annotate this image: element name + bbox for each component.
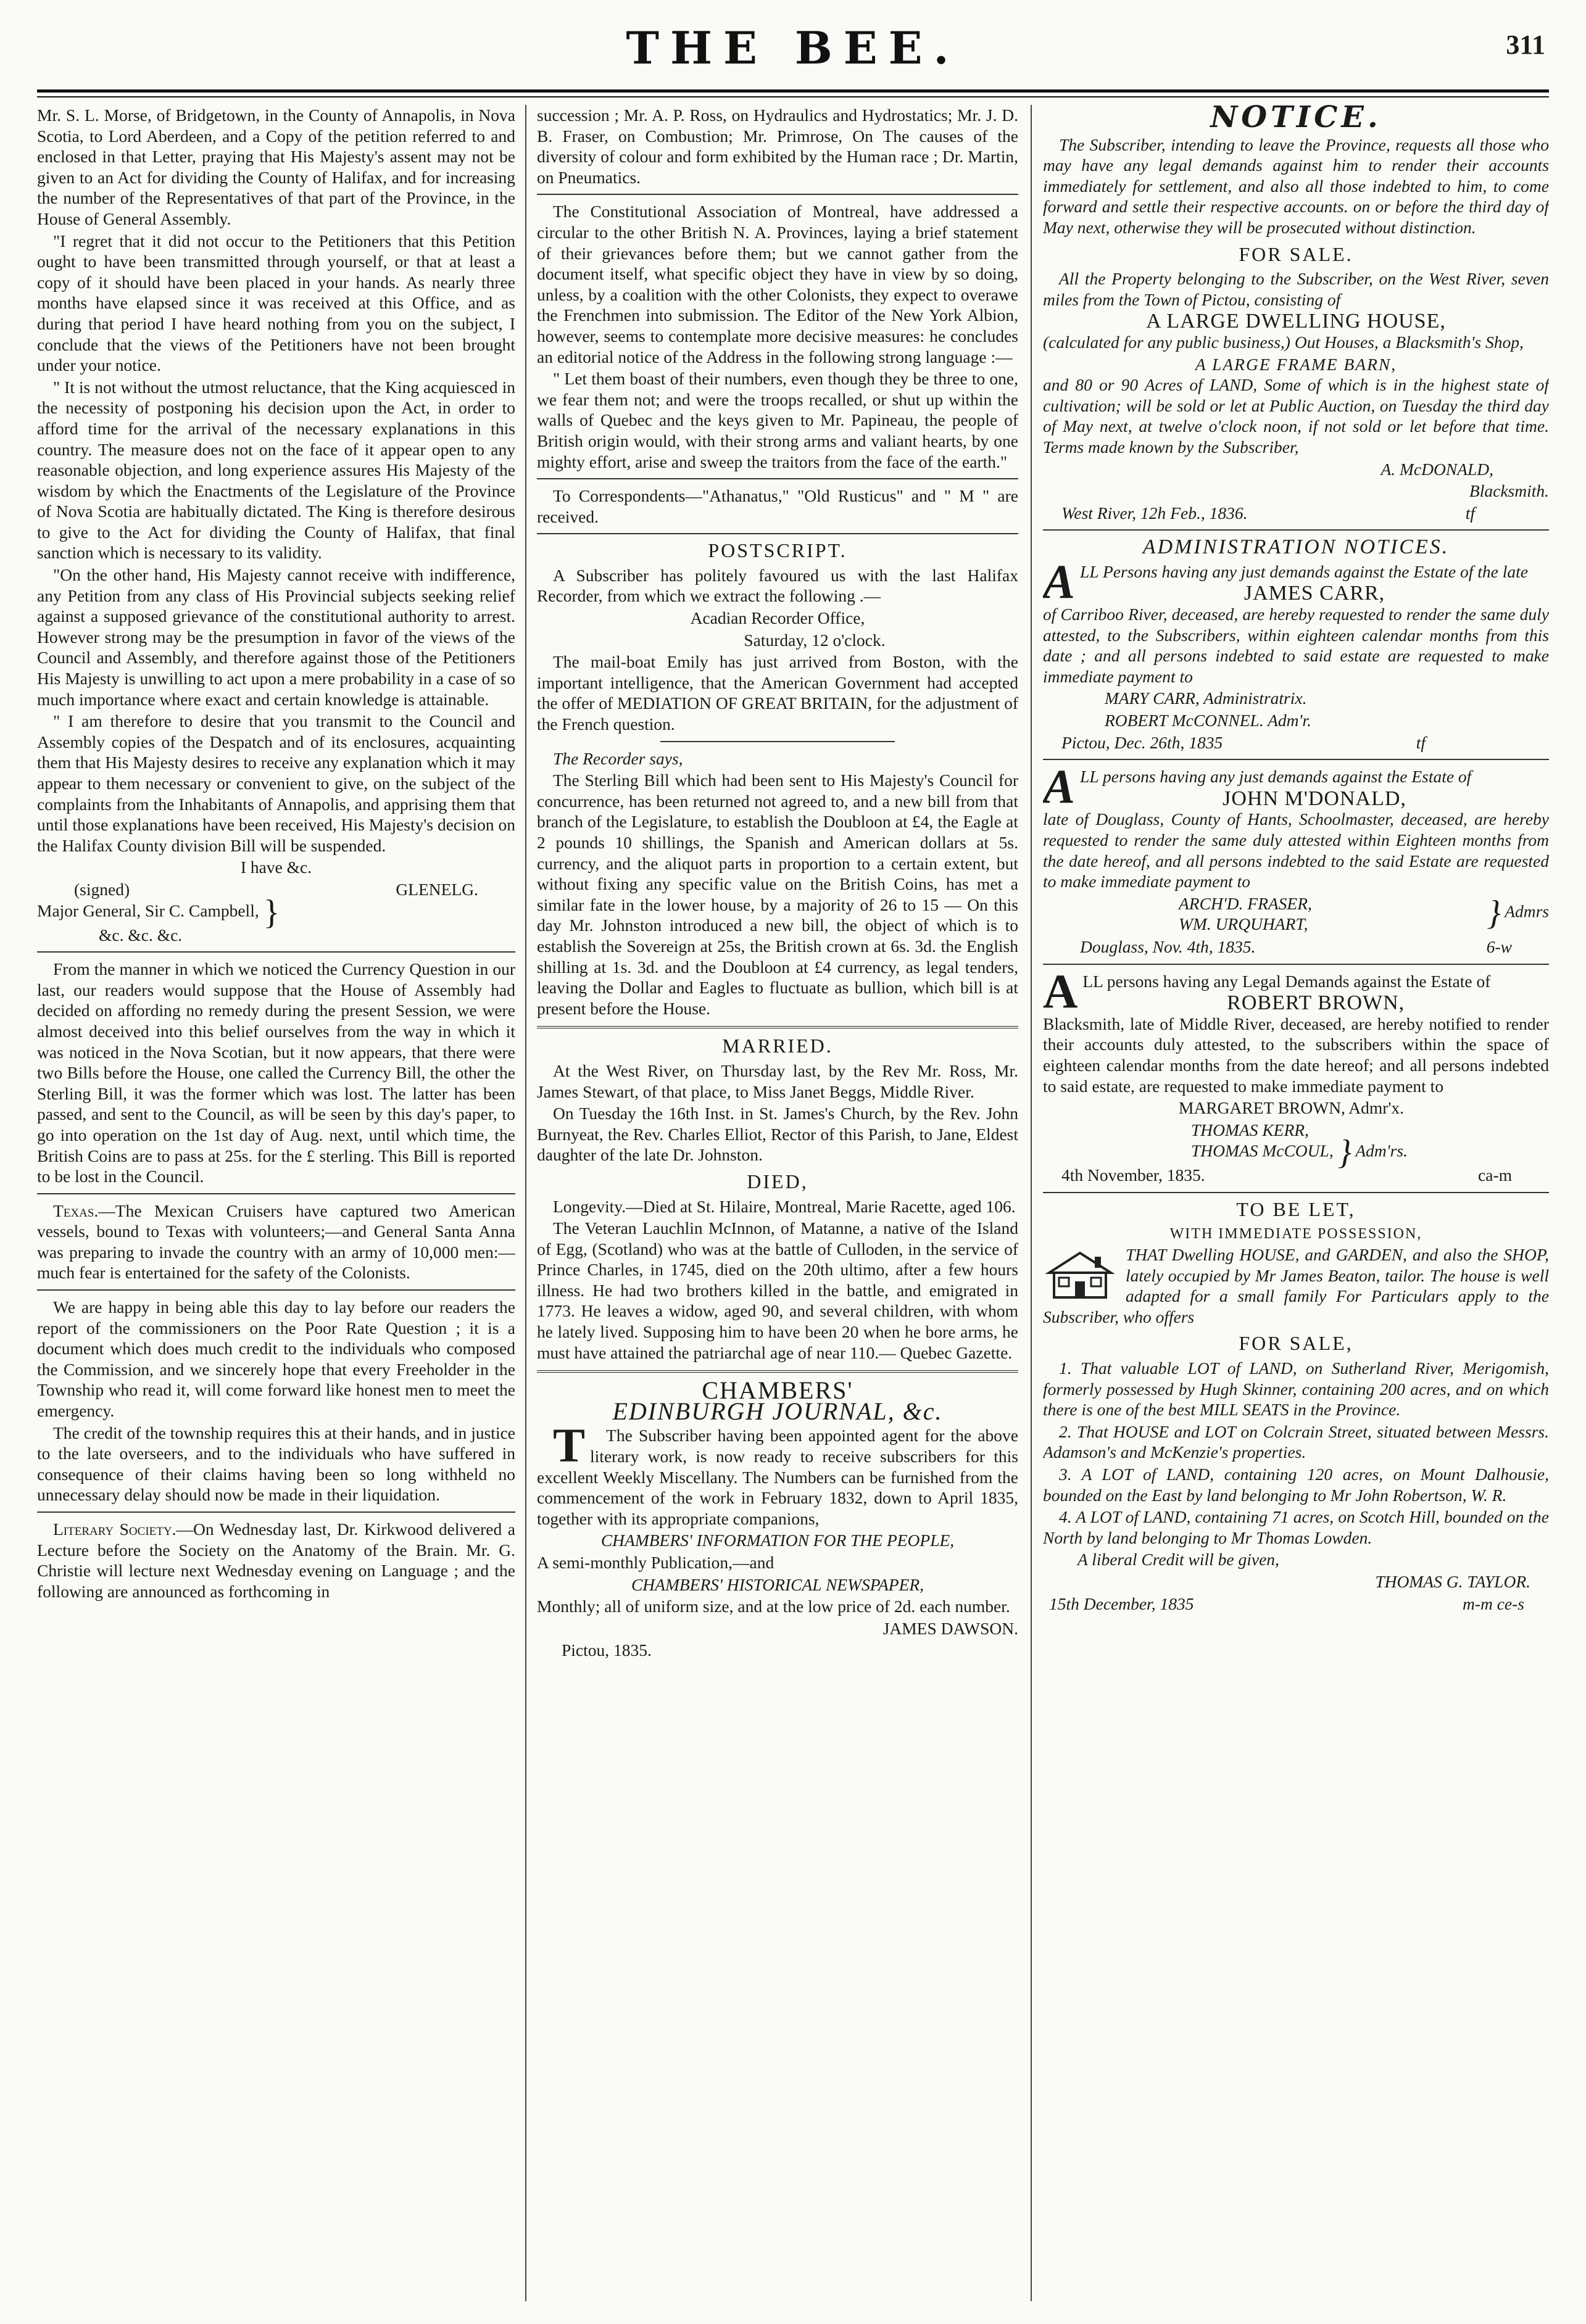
literary-text: —On Wednesday last, Dr. Kirkwood delivered a Lecture before the Society on the Anatomy of the Brain. Mr. G. Christie will lecture next Wednesday evening on Language ; and the following are announced as forthcoming in [37, 1520, 515, 1601]
addressee [37, 893, 515, 932]
literary-lead: Literary Society. [53, 1520, 176, 1539]
carr-date: Pictou, Dec. 26th, 1835 [1061, 732, 1223, 752]
column-divider-1 [525, 105, 526, 2301]
brown-admin-2 [1191, 1133, 1549, 1172]
section-separator [1043, 964, 1549, 965]
insertion-code: m-m ce-s [1462, 1594, 1524, 1613]
brace-glyph: } [1487, 893, 1501, 932]
chambers-heading: CHAMBERS' [702, 1376, 853, 1405]
masthead [37, 22, 1549, 83]
lot-1: 1. That valuable LOT of LAND, on Sutherland River, Merigomish, formerly possessed by Hugh Skinner, containing 200 acres, and on which there is one of the best MILL SEATS in the Province. [1043, 1358, 1549, 1420]
section-separator [660, 741, 895, 742]
married-heading: MARRIED. [722, 1035, 833, 1057]
to-be-let-paragraph: THAT Dwelling HOUSE, and GARDEN, and also the SHOP, lately occupied by Mr James Beaton, tailor. The house is well adapted for a small family For Particulars apply to the Subscriber, who offers [1043, 1245, 1549, 1326]
section-separator [37, 1511, 515, 1513]
carr-text: LL Persons having any just demands against the Estate of the late [1080, 561, 1528, 581]
mcdonald-admin-2: WM. URQUHART, [1179, 914, 1308, 934]
currency-paragraph: From the manner in which we noticed the Currency Question in our last, our readers would suppose that the House of Assembly had decided on affording no remedy during the present Session, we were almost deceived into this belief ourselves from the way in which it was noticed in the Nova Scotian, but it now appears, that there were two Bills before the House, one called the Currency Bill, the other the Sterling Bill, it was the former which was lost. The latter has been passed, and sent to the Council, as will be seen by this day's paper, to go into operation on the 1st day of Aug. next, until which time, the British Coins are to pass at 25s. for the £ sterling. This Bill is reported to be lost in the Council. [37, 959, 515, 1186]
insertion-code: 6-w [1486, 937, 1512, 956]
died-paragraph: Longevity.—Died at St. Hilaire, Montreal, Marie Racette, aged 106. [553, 1196, 1016, 1216]
literary-paragraph [37, 1519, 515, 1602]
letter-paragraph: "On the other hand, His Majesty cannot receive with indifference, any Petition from any class of His Provincial subjects seeking relief against a supposed grievance of the constitutional authority to arrest. However strong may be the presumption in favor of the views of the Council and Assembly, and therefore against those of the Petitioners His Majesty is unwilling to act upon a mere probability in a case of so much importance where exact and certain knowledge is attainable. [37, 565, 515, 709]
for-sale-heading: FOR SALE. [1239, 242, 1353, 265]
postscript-heading: POSTSCRIPT. [708, 539, 847, 562]
insertion-code: ca-m [1478, 1165, 1512, 1185]
died-heading: DIED, [747, 1170, 808, 1193]
westriver-date: West River, 12h Feb., 1836. [1061, 503, 1248, 523]
mcdonald-admin-1: ARCH'D. FRASER, [1179, 893, 1312, 913]
chambers-paragraph [537, 1418, 1018, 1529]
brown-admin-2-name: THOMAS McCOUL, [1191, 1141, 1334, 1160]
acadian-office: Acadian Recorder Office, [690, 608, 865, 628]
brown-administrators [1043, 1120, 1549, 1172]
notice-heading: NOTICE. [1210, 105, 1382, 134]
married-paragraph: On Tuesday the 16th Inst. in St. James's Church, by the Rev. John Burnyeat, the Rev. Charles Elliot, Rector of this Parish, to Jane, Eldest daughter of the late Dr. Johnston. [537, 1104, 1018, 1165]
letter-paragraph: "I regret that it did not occur to the Petitioners that this Petition ought to have been transmitted through yourself, or that at least a copy of it should have been placed in your hands. As nearly three months have elapsed since it was received at this Office, and as during that period I have heard nothing from you on the subject, I conclude that the views of the Petitioners have not been brought under your notice. [37, 231, 515, 375]
insertion-code: tf [1416, 732, 1426, 752]
died-paragraph: The Veteran Lauchlin McInnon, of Matanne, a native of the Island of Egg, (Scotland) who was at the battle of Culloden, in the service of Prince Charles, in 1745, died on the 20th ultimo, after a few hours illness. He had two brothers killed in the battle, and emigrated in 1773. He leaves a widow, aged 90, and several children, with whom he lately lived. Supposing him to have been 20 when he bore arms, he must have attained the patriarchal age of near 110.— Quebec Gazette. [537, 1218, 1018, 1362]
brown-text: LL persons having any Legal Demands against the Estate of [1082, 971, 1491, 991]
admrs-label: Adm'rs. [1355, 1141, 1408, 1160]
for-sale-paragraph: All the Property belonging to the Subscriber, on the West River, seven miles from the Town of Pictou, consisting of [1043, 269, 1549, 309]
section-separator [537, 194, 1018, 195]
chambers-historical: CHAMBERS' HISTORICAL NEWSPAPER, [631, 1574, 924, 1594]
texas-paragraph [37, 1201, 515, 1283]
mailboat-paragraph: The mail-boat Emily has just arrived from Boston, with the important intelligence, that the American Government had accepted the offer of MEDIATION OF GREAT BRITAIN, for the adjustment of the French question. [537, 652, 1018, 734]
masthead-rule-thin [37, 96, 1549, 97]
newspaper-title: THE BEE. [626, 22, 960, 74]
texas-lead: Texas. [53, 1201, 99, 1220]
column-2 [537, 105, 1018, 2301]
mcdonald-administrators [1043, 893, 1549, 934]
chambers-text: The Subscriber having been appointed agent for the above literary work, is now ready to receive subscribers for this excellent Weekly Miscellany. The Numbers can be furnished from the commencement of the work in February 1832, down to April 1835, together with its appropriate companions, [537, 1426, 1018, 1528]
section-separator [1043, 759, 1549, 760]
column-1 [37, 105, 515, 2301]
section-double-rule [537, 1370, 1018, 1373]
carr-dateline [1043, 732, 1549, 753]
page-number: 311 [1506, 30, 1545, 60]
seller-taylor: THOMAS G. TAYLOR. [1375, 1572, 1530, 1591]
section-separator [37, 1193, 515, 1194]
brown-date: 4th November, 1835. [1061, 1165, 1205, 1185]
carr-administratrix: MARY CARR, Administratrix. [1105, 689, 1307, 708]
to-be-let-heading: TO BE LET, [1236, 1197, 1356, 1220]
mcdonald-dateline [1043, 937, 1549, 957]
column-divider-2 [1031, 105, 1032, 2301]
poor-rate-paragraph: The credit of the township requires this at their hands, and in justice to the late overseers, and to the individuals who have suffered in consequence of their claims having been so long withheld no unnecessary delay should now be made in their liquidation. [37, 1423, 515, 1505]
taylor-date: 15th December, 1835 [1049, 1594, 1194, 1613]
dropcap-a: A [1043, 554, 1076, 608]
agent-name: JAMES DAWSON. [882, 1618, 1018, 1638]
dropcap-a: A [1043, 759, 1076, 814]
land-paragraph: and 80 or 90 Acres of LAND, Some of which is in the highest state of cultivation; will be sold or let at Public Auction, on Tuesday the third day of May next, at twelve o'clock noon, if not sold or let before that time. Terms made known by the Subscriber, [1043, 375, 1549, 457]
chambers-subheading: EDINBURGH JOURNAL, &c. [612, 1397, 943, 1425]
postscript-paragraph: A Subscriber has politely favoured us with the last Halifax Recorder, from which we extract the following .— [537, 565, 1018, 606]
chambers-information: CHAMBERS' INFORMATION FOR THE PEOPLE, [600, 1531, 955, 1550]
brown-administratrix: MARGARET BROWN, Admr'x. [1179, 1098, 1405, 1118]
section-separator [37, 1289, 515, 1291]
mcdonald-paragraph-2: late of Douglass, County of Hants, Schoolmaster, deceased, are hereby requested to render the same duly attested within Eighteen months from the date hereof, and all persons indebted to the said Estate are requested to make immediate payment to [1043, 809, 1549, 891]
dateline [1043, 503, 1549, 524]
lecture-continuation: succession ; Mr. A. P. Ross, on Hydraulics and Hydrostatics; Mr. J. D. B. Fraser, on Combustion; Mr. Primrose, On The causes of the diversity of colour and form exhibited by the Human race ; Dr. Martin, on Pneumatics. [537, 105, 1018, 187]
brace-glyph: } [263, 893, 280, 932]
sterling-paragraph: The Sterling Bill which had been sent to His Majesty's Council for concurrence, has been returned not agreed to, and a new bill from that branch of the Legislature, to establish the Doubloon at £4, the Eagle at 2 pounds 10 shillings, the Spanish and American dollars at 5s. currency, and the aliquot parts in proportion to a certain extent, but without fixing any specific value on the British Coins, has met a similar fate in the lower house, by a majority of 26 to 15 — On this day Mr. Johnston introduced a new bill, the object of which is to establish the Sovereign at 25s, the British crown at 6s. 3d. the English shilling at 1s. 3d. and the Doubloon at £4 currency, as legal tenders, leaving the Dollar and Eagles to fluctuate as bullion, which bill is at present before the House. [537, 771, 1018, 1018]
letter-paragraph: Mr. S. L. Morse, of Bridgetown, in the County of Annapolis, in Nova Scotia, to Lord Aberdeen, and a Copy of the petition referred to and enclosed in that Letter, praying that His Majesty's assent may not be given to an Act for dividing the County of Halifax, and for increasing the number of the Representatives of that part of the Province, in the House of General Assembly. [37, 105, 515, 228]
section-separator [1043, 1192, 1549, 1193]
insertion-code: tf [1465, 503, 1475, 523]
lot-2: 2. That HOUSE and LOT on Colcrain Street, situated between Messrs. Adamson's and McKenzie's properties. [1043, 1421, 1549, 1462]
brown-dateline [1043, 1165, 1549, 1186]
section-separator [537, 533, 1018, 534]
seller-name: A. McDONALD, [1380, 459, 1493, 479]
chambers-place-date: Pictou, 1835. [562, 1640, 652, 1660]
dwelling-house: A LARGE DWELLING HOUSE, [1146, 310, 1446, 333]
mcdonald-date: Douglass, Nov. 4th, 1835. [1080, 937, 1256, 956]
house-icon [1043, 1248, 1117, 1301]
dropcap-a: A [1043, 964, 1078, 1018]
chambers-monthly: Monthly; all of uniform size, and at the low price of 2d. each number. [537, 1597, 1010, 1616]
signatory: GLENELG. [396, 879, 478, 899]
mcdonald-text: LL persons having any just demands against the Estate of [1080, 767, 1472, 787]
section-separator [37, 951, 515, 953]
credit-note: A liberal Credit will be given, [1077, 1550, 1279, 1569]
brown-name: ROBERT BROWN, [1227, 991, 1405, 1015]
acadian-date: Saturday, 12 o'clock. [744, 630, 886, 650]
lot-4: 4. A LOT of LAND, containing 71 acres, on Scotch Hill, bounded on the North by land belonging to Mr Thomas Lowden. [1043, 1507, 1549, 1547]
section-separator [1043, 529, 1549, 531]
section-separator [537, 478, 1018, 479]
for-sale-2-heading: FOR SALE, [1239, 1332, 1353, 1355]
notice-paragraph: The Subscriber, intending to leave the Province, requests all those who may have any legal demands against him to render their accounts immediately for settlement, and also all those indebted to him, to come forward and settle their respective accounts. on or before the third day of May next, otherwise they will be prosecuted without distinction. [1043, 134, 1549, 237]
section-double-rule [537, 1026, 1018, 1028]
seller-trade: Blacksmith. [1469, 481, 1549, 501]
texas-text: —The Mexican Cruisers have captured two American vessels, bound to Texas with volunteers;—and General Santa Anna was preparing to invade the country with an army of 10,000 men:—much fear is entertained for the safety of the Colonists. [37, 1201, 515, 1283]
letter-paragraph: " I am therefore to desire that you transmit to the Council and Assembly copies of the Despatch and of its enclosures, acquainting them that His Majesty desires to receive any explanation which it may appear to them necessary or convenient to give, on the subject of the complaints from the Inhabitants of Annapolis, and apprising them that until those explanations have been received, His Majesty's decision on the Halifax County division Bill will be suspended. [37, 711, 515, 855]
frame-barn: A LARGE FRAME BARN, [1195, 354, 1397, 374]
letter-paragraph: " It is not without the utmost reluctance, that the King acquiesced in the necessity of postponing his decision upon the Act, in order to afford time for the arrival of the necessary explanations in this country. The measure does not on the face of it appear open to any reasonable objection, and long experience assures His Majesty of the wisdom by which the Enactments of the Legislature of the Province of Nova Scotia are habitually dictated. The King is therefore desirous to give to the Act for dividing the County of Halifax, that final sanction which is necessary to its validity. [37, 377, 515, 563]
addressee-etc: &c. &c. &c. [99, 925, 183, 945]
correspondents-note: To Correspondents—"Athanatus," "Old Rusticus" and " M " are received. [537, 486, 1018, 526]
recorder-says: The Recorder says, [553, 748, 683, 768]
letter-closing: I have &c. [240, 858, 312, 877]
signed-label: (signed) [74, 879, 130, 899]
poor-rate-paragraph: We are happy in being able this day to lay before our readers the report of the commissioners on the Poor Rate Question ; it is a document which does much credit to the individuals who composed the Commission, and we sincerely hope that every Freeholder in the Township who read it, will come forward like honest men to meet the emergency. [37, 1297, 515, 1421]
to-be-let-subheading: WITH IMMEDIATE POSSESSION, [1169, 1225, 1422, 1242]
masthead-rule [37, 89, 1549, 93]
column-3 [1043, 105, 1549, 2301]
taylor-dateline [1043, 1594, 1549, 1615]
married-paragraph: At the West River, on Thursday last, by the Rev Mr. Ross, Mr. James Stewart, of that place, to Miss Janet Beggs, Middle River. [537, 1061, 1018, 1101]
brown-admin-1: THOMAS KERR, [1191, 1120, 1309, 1139]
dropcap-t: T [553, 1418, 586, 1473]
dwelling-description: (calculated for any public business,) Out Houses, a Blacksmith's Shop, [1043, 332, 1524, 352]
chambers-semi-monthly: A semi-monthly Publication,—and [537, 1553, 774, 1572]
mcdonald-name: JOHN M'DONALD, [1223, 787, 1406, 810]
brown-paragraph-2: Blacksmith, late of Middle River, deceased, are hereby notified to render their accounts duly attested, to the subscribers within the space of eighteen calendar months from the date hereof; and all persons indebted to said estate, are requested to make immediate payment to [1043, 1014, 1549, 1096]
carr-name: JAMES CARR, [1243, 582, 1385, 605]
addressee-name: Major General, Sir C. Campbell, [37, 900, 259, 920]
admrs-label: Admrs [1505, 901, 1549, 921]
lot-3: 3. A LOT of LAND, containing 120 acres, on Mount Dalhousie, bounded on the East by land belonging to Mr John Robertson, W. R. [1043, 1465, 1549, 1505]
carr-administrator: ROBERT McCONNEL. Adm'r. [1105, 711, 1311, 730]
administration-heading: ADMINISTRATION NOTICES. [1142, 536, 1450, 559]
association-paragraph: The Constitutional Association of Montreal, have addressed a circular to the other British N. A. Provinces, laying a brief statement of their grievances before them; but we cannot gather from the document itself, what specific object they have in view by so doing, unless, by a coalition with the other Colonists, they expect to overawe the Frenchmen into submission. The Editor of the New York Albion, however, seems to contemplate more decisive measures: he concludes an editorial notice of the Address in the following strong language :— [537, 202, 1018, 366]
carr-paragraph-2: of Carriboo River, deceased, are hereby requested to render the same duly attested, to the Subscribers, within eighteen calendar months from this date ; and all persons indebted to said estate are requested to make immediate payment to [1043, 605, 1549, 686]
albion-quote: " Let them boast of their numbers, even though they be three to one, we fear them not; and were the troops recalled, or shut up within the walls of Quebec and the keys given to Mr. Papineau, the people of British origin would, with their strong arms and valiant hearts, by one mighty effort, arise and sweep the traitors from the face of the earth." [537, 369, 1018, 471]
brace-glyph: } [1337, 1133, 1351, 1172]
